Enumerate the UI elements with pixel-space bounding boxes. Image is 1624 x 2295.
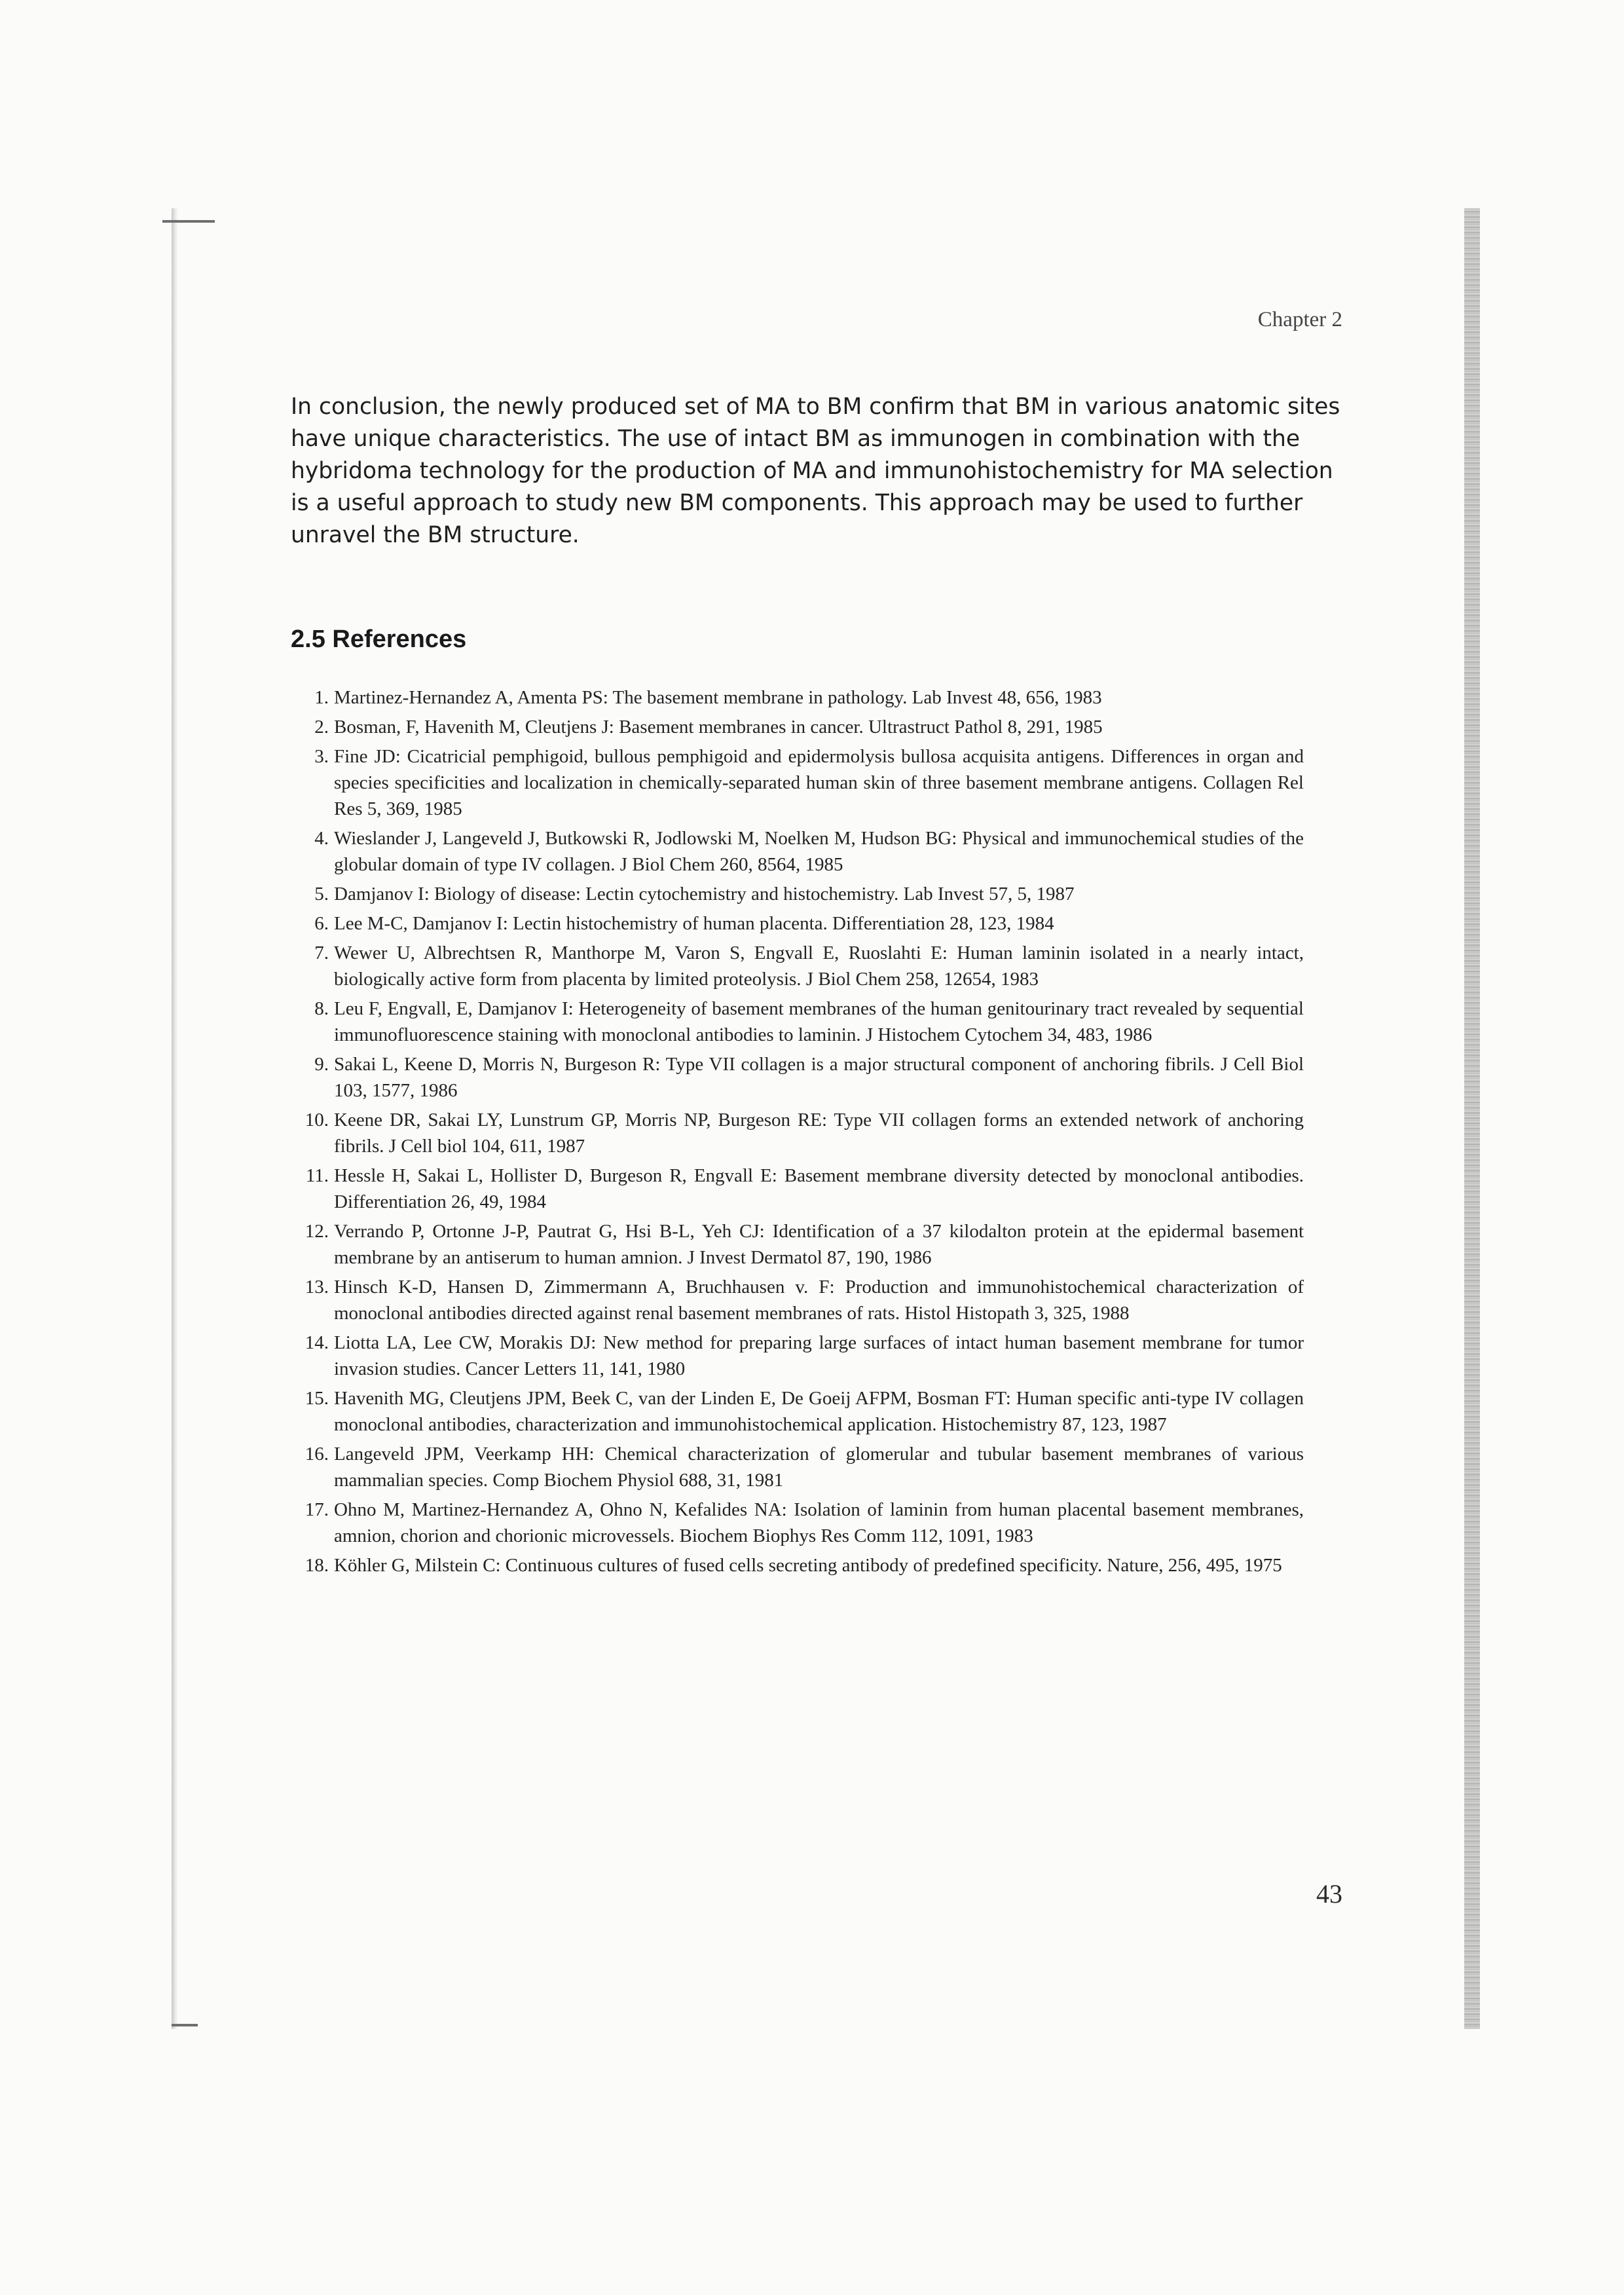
reference-text: Leu F, Engvall, E, Damjanov I: Heterogeneity of basement membranes of the human genitourinary tract revealed by sequential immunofluorescence staining with monoclonal antibodies to laminin. J Histochem Cytochem 34, 483, 1986 (334, 998, 1304, 1045)
reference-item (292, 743, 1304, 822)
reference-text: Köhler G, Milstein C: Continuous cultures of fused cells secreting antibody of predefined specificity. Nature, 256, 495, 1975 (334, 1555, 1282, 1576)
reference-item (292, 825, 1304, 878)
reference-number: 5. (314, 884, 329, 905)
reference-text: Fine JD: Cicatricial pemphigoid, bullous pemphigoid and epidermolysis bullosa acquisita antigens. Differences in organ and species specificities and localization in chemically-separated human skin of three basement membrane antigens. Collagen Rel Res 5, 369, 1985 (334, 746, 1304, 819)
reference-number: 2. (314, 717, 329, 737)
chapter-header: Chapter 2 (1257, 308, 1342, 331)
reference-number: 3. (314, 746, 329, 767)
reference-number: 4. (314, 828, 329, 849)
reference-number: 16. (304, 1444, 329, 1465)
reference-item (292, 1441, 1304, 1493)
reference-text: Ohno M, Martinez-Hernandez A, Ohno N, Kefalides NA: Isolation of laminin from human placental basement membranes, amnion, chorion and chorionic microvessels. Biochem Biophys Res Comm 112, 1091, 1983 (334, 1499, 1304, 1546)
reference-item (292, 714, 1304, 740)
reference-text: Havenith MG, Cleutjens JPM, Beek C, van der Linden E, De Goeij AFPM, Bosman FT: Human specific anti-type IV collagen monoclonal antibodies, characterization and immunohistochemical application. Histochemistry 87, 123, 1987 (334, 1388, 1304, 1435)
reference-number: 11. (305, 1165, 329, 1186)
reference-number: 7. (314, 942, 329, 963)
reference-text: Damjanov I: Biology of disease: Lectin cytochemistry and histochemistry. Lab Invest 57, 5, 1987 (334, 884, 1075, 905)
reference-number: 14. (304, 1332, 329, 1353)
reference-number: 17. (304, 1499, 329, 1520)
reference-number: 6. (314, 913, 329, 934)
reference-number: 18. (304, 1555, 329, 1576)
reference-text: Hessle H, Sakai L, Hollister D, Burgeson R, Engvall E: Basement membrane diversity detected by monoclonal antibodies. Differentiation 26, 49, 1984 (334, 1165, 1304, 1212)
reference-item (292, 1163, 1304, 1215)
reference-text: Keene DR, Sakai LY, Lunstrum GP, Morris NP, Burgeson RE: Type VII collagen forms an extended network of anchoring fibrils. J Cell biol 104, 611, 1987 (334, 1110, 1304, 1157)
reference-item (292, 940, 1304, 992)
reference-number: 10. (304, 1110, 329, 1130)
reference-item (292, 1385, 1304, 1438)
reference-text: Wewer U, Albrechtsen R, Manthorpe M, Varon S, Engvall E, Ruoslahti E: Human laminin isolated in a nearly intact, biologically active form from placenta by limited proteolysis. J Biol Chem 258, 12654, 1983 (334, 942, 1304, 990)
reference-item (292, 1051, 1304, 1104)
page-number: 43 (1316, 1879, 1342, 1909)
reference-number: 12. (304, 1221, 329, 1242)
section-title: 2.5 References (291, 625, 467, 653)
reference-number: 9. (314, 1054, 329, 1075)
reference-item (292, 1274, 1304, 1326)
reference-item (292, 1552, 1304, 1578)
reference-text: Lee M-C, Damjanov I: Lectin histochemistry of human placenta. Differentiation 28, 123, 1984 (334, 913, 1054, 934)
reference-item (292, 1107, 1304, 1159)
reference-number: 13. (304, 1277, 329, 1297)
reference-number: 15. (304, 1388, 329, 1409)
scan-edge-mark (172, 2024, 198, 2026)
conclusion-paragraph: In conclusion, the newly produced set of MA to BM confirm that BM in various anatomic sites have unique characteristics. The use of intact BM as immunogen in combination with the hybridoma technology for the production of MA and immunohistochemistry for MA selection is a useful approach to study new BM components. This approach may be used to further unravel the BM structure. (291, 394, 1340, 548)
scan-edge-mark (162, 220, 215, 223)
reference-number: 1. (314, 687, 329, 708)
reference-item (292, 881, 1304, 907)
reference-list (292, 684, 1304, 1582)
reference-item (292, 996, 1304, 1048)
scan-edge-right (1464, 208, 1480, 2029)
reference-text: Hinsch K-D, Hansen D, Zimmermann A, Bruchhausen v. F: Production and immunohistochemical characterization of monoclonal antibodies directed against renal basement membranes of rats. Histol Histopath 3, 325, 1988 (334, 1277, 1304, 1324)
reference-item (292, 910, 1304, 937)
reference-text: Verrando P, Ortonne J-P, Pautrat G, Hsi B-L, Yeh CJ: Identification of a 37 kilodalton protein at the epidermal basement membrane by an antiserum to human amnion. J Invest Dermatol 87, 190, 1986 (334, 1221, 1304, 1268)
reference-text: Langeveld JPM, Veerkamp HH: Chemical characterization of glomerular and tubular basement membranes of various mammalian species. Comp Biochem Physiol 688, 31, 1981 (334, 1444, 1304, 1491)
scan-edge-left (172, 208, 178, 2029)
reference-text: Sakai L, Keene D, Morris N, Burgeson R: Type VII collagen is a major structural component of anchoring fibrils. J Cell Biol 103, 1577, 1986 (334, 1054, 1304, 1101)
reference-text: Liotta LA, Lee CW, Morakis DJ: New method for preparing large surfaces of intact human basement membrane for tumor invasion studies. Cancer Letters 11, 141, 1980 (334, 1332, 1304, 1379)
reference-item (292, 1218, 1304, 1271)
reference-text: Wieslander J, Langeveld J, Butkowski R, Jodlowski M, Noelken M, Hudson BG: Physical and immunochemical studies of the globular domain of type IV collagen. J Biol Chem 260, 8564, 1985 (334, 828, 1304, 875)
reference-text: Bosman, F, Havenith M, Cleutjens J: Basement membranes in cancer. Ultrastruct Pathol 8, 291, 1985 (334, 717, 1103, 737)
reference-text: Martinez-Hernandez A, Amenta PS: The basement membrane in pathology. Lab Invest 48, 656, 1983 (334, 687, 1102, 708)
reference-item (292, 684, 1304, 711)
reference-number: 8. (314, 998, 329, 1019)
reference-item (292, 1497, 1304, 1549)
reference-item (292, 1330, 1304, 1382)
